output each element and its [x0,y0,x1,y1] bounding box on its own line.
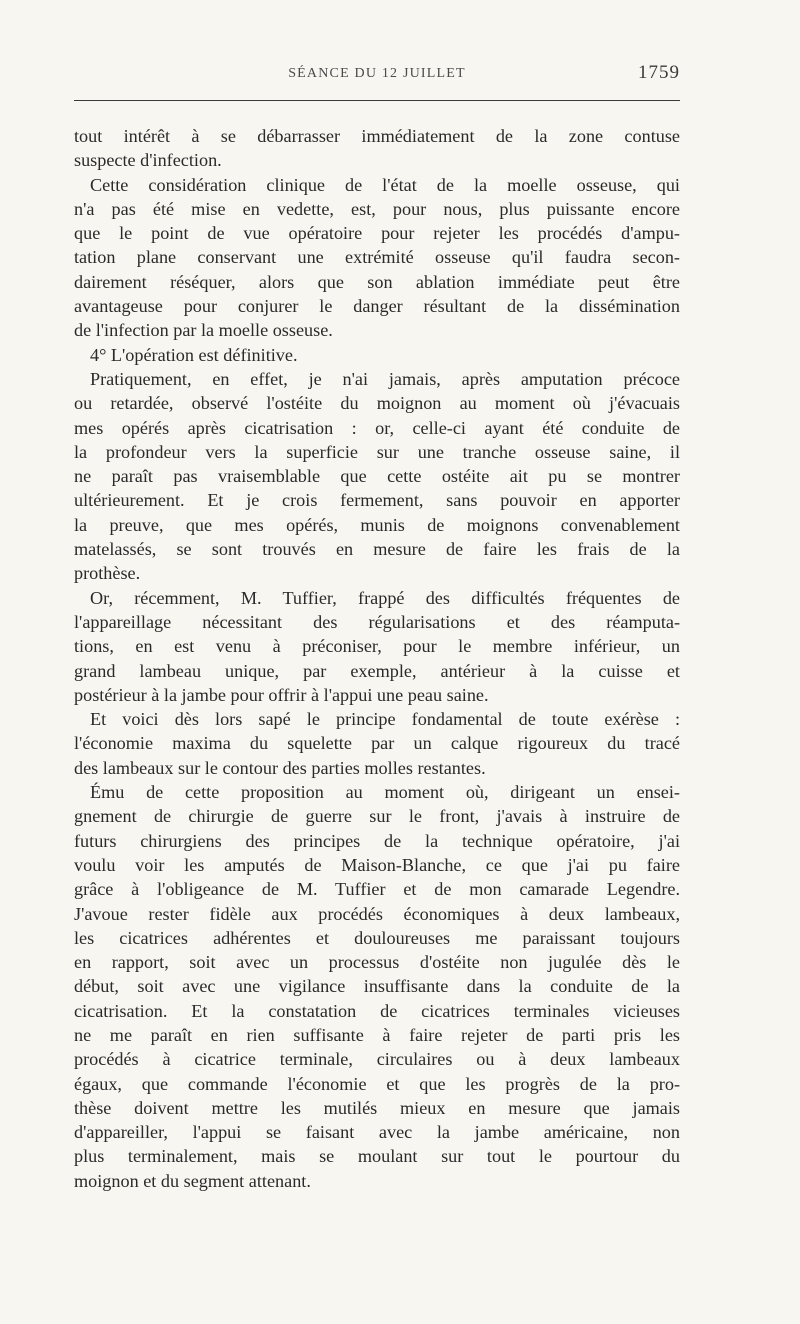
text-line: Et voici dès lors sapé le principe fondamental de toute exérèse : [90,709,680,730]
text-line: début, soit avec une vigilance insuffisante dans la conduite de la [74,976,680,997]
text-line: les cicatrices adhérentes et douloureuses me paraissant toujours [74,927,680,948]
text-line: gnement de chirurgie de guerre sur le front, j'avais à instruire de [74,806,680,827]
text-line: J'avoue rester fidèle aux procédés économiques à deux lambeaux, [74,903,680,924]
text-line: Ému de cette proposition au moment où, dirigeant un ensei- [90,782,680,803]
text-line: prothèse. [74,563,141,584]
text-line: Pratiquement, en effet, je n'ai jamais, après amputation précoce [90,368,680,389]
text-line: voulu voir les amputés de Maison-Blanche, ce que j'ai pu faire [74,854,680,875]
text-line: 4° L'opération est définitive. [90,344,298,365]
text-line: ne me paraît en rien suffisante à faire rejeter de parti pris les [74,1024,680,1045]
text-line: de l'infection par la moelle osseuse. [74,320,333,341]
running-title: SÉANCE DU 12 JUILLET [288,66,466,81]
text-line: avantageuse pour conjurer le danger résultant de la dissémination [74,296,680,317]
page-number: 1759 [638,62,680,83]
text-line: mes opérés après cicatrisation : or, celle-ci ayant été conduite de [74,417,680,438]
text-line: ultérieurement. Et je crois fermement, sans pouvoir en apporter [74,490,680,511]
body-text [74,124,680,1193]
text-line: en rapport, soit avec un processus d'ostéite non jugulée dès le [74,952,680,973]
text-line: tions, en est venu à préconiser, pour le membre inférieur, un [74,636,680,657]
text-line: ne paraît pas vraisemblable que cette ostéite ait pu se montrer [74,466,680,487]
text-line: grâce à l'obligeance de M. Tuffier et de mon camarade Legendre. [74,879,680,900]
text-line: futurs chirurgiens des principes de la technique opératoire, j'ai [74,830,680,851]
text-line: la profondeur vers la superficie sur une tranche osseuse saine, il [74,441,680,462]
text-line: tation plane conservant une extrémité osseuse qu'il faudra secon- [74,247,680,268]
text-line: tout intérêt à se débarrasser immédiatement de la zone contuse [74,126,680,146]
text-line: ou retardée, observé l'ostéite du moignon au moment où j'évacuais [74,393,680,414]
text-line: cicatrisation. Et la constatation de cicatrices terminales vicieuses [74,1000,680,1021]
text-line: que le point de vue opératoire pour rejeter les procédés d'ampu- [74,223,680,244]
text-line: suspecte d'infection. [74,150,222,171]
header-rule [74,100,680,101]
text-line: Or, récemment, M. Tuffier, frappé des difficultés fréquentes de [90,587,680,608]
text-line: matelassés, se sont trouvés en mesure de faire les frais de la [74,539,680,560]
text-line: procédés à cicatrice terminale, circulaires ou à deux lambeaux [74,1049,680,1070]
text-line: grand lambeau unique, par exemple, antérieur à la cuisse et [74,660,680,681]
text-line: l'économie maxima du squelette par un calque rigoureux du tracé [74,733,680,754]
text-line: égaux, que commande l'économie et que les progrès de la pro- [74,1073,680,1094]
text-line: plus terminalement, mais se moulant sur tout le pourtour du [74,1146,680,1167]
text-line: n'a pas été mise en vedette, est, pour nous, plus puissante encore [74,198,680,219]
text-line: postérieur à la jambe pour offrir à l'appui une peau saine. [74,684,489,705]
text-line: moignon et du segment attenant. [74,1170,311,1191]
text-line: l'appareillage nécessitant des régularisations et des réamputa- [74,611,680,632]
text-line: Cette considération clinique de l'état de la moelle osseuse, qui [90,174,680,195]
text-line: d'appareiller, l'appui se faisant avec la jambe américaine, non [74,1122,680,1143]
page-header [74,62,680,92]
text-line: des lambeaux sur le contour des parties molles restantes. [74,757,486,778]
text-line: dairement réséquer, alors que son ablation immédiate peut être [74,271,680,292]
text-line: thèse doivent mettre les mutilés mieux en mesure que jamais [74,1097,680,1118]
text-line: la preuve, que mes opérés, munis de moignons convenablement [74,514,680,535]
